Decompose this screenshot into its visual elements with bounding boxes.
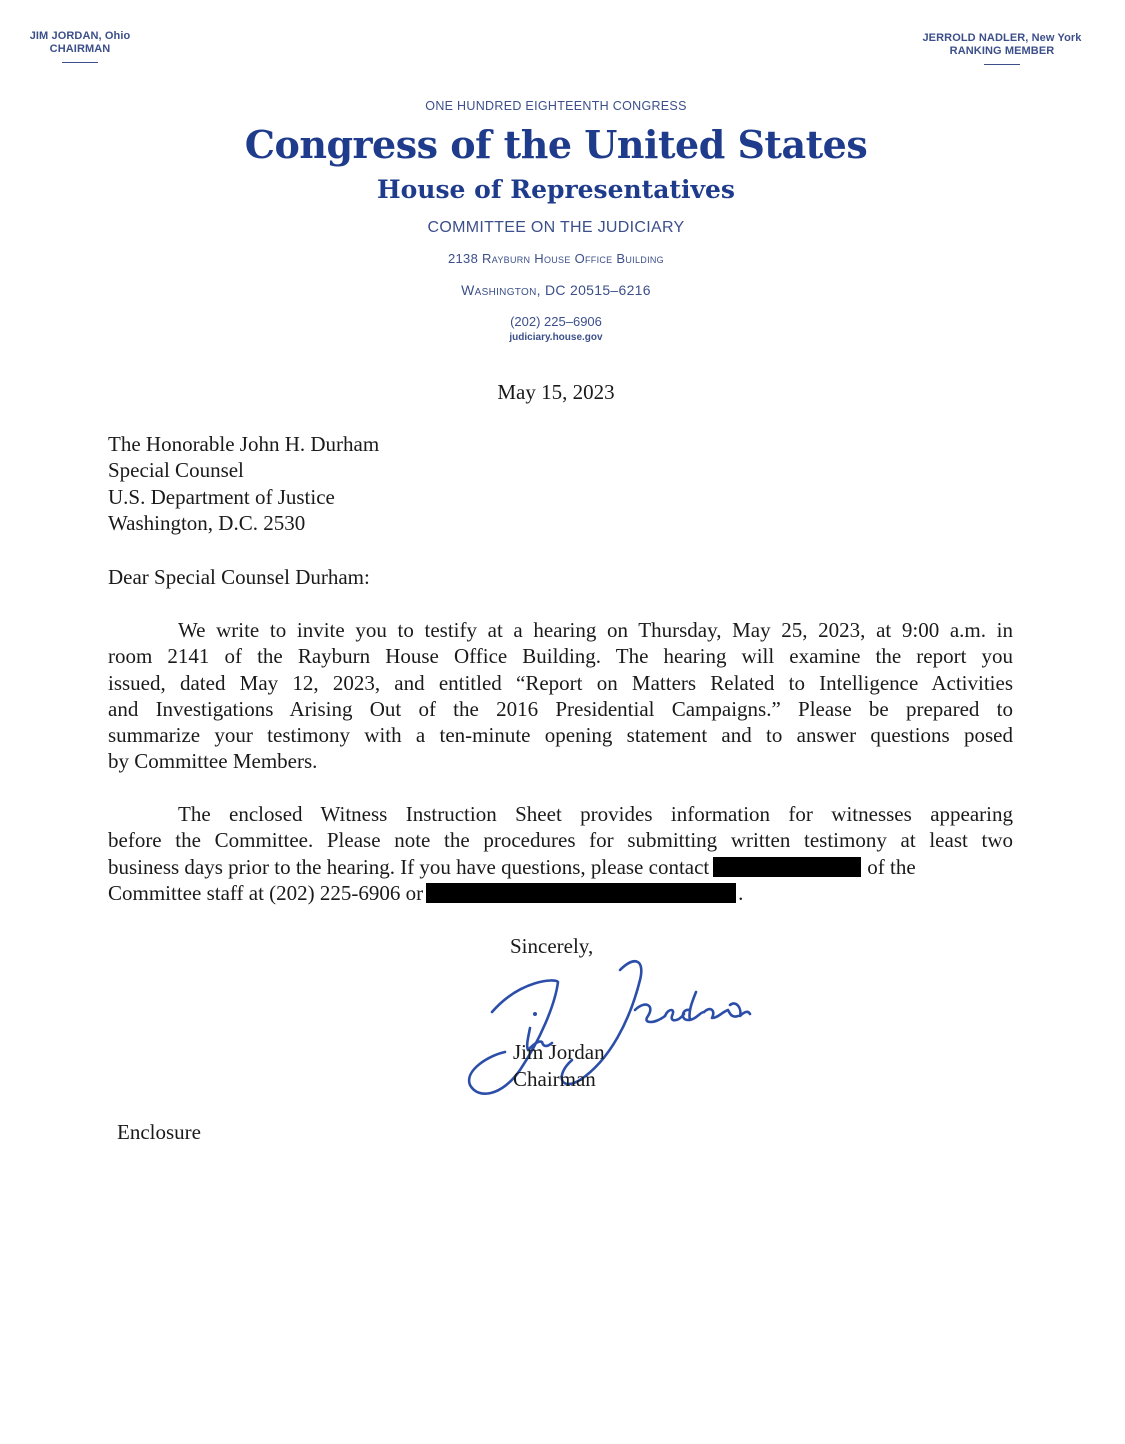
ranking-member-header [912,32,1092,65]
recipient-line: The Honorable John H. Durham [108,432,380,456]
redacted-email [426,883,736,903]
signer-name: Jim Jordan [513,1040,605,1064]
recipient-line: Washington, D.C. 2530 [108,510,306,535]
redacted-name [713,857,861,877]
paragraph-line: and Investigations Arising Out of the 2016 Presidential Campaigns.” Please be prepared to [108,696,1013,721]
paragraph-text: . [738,880,744,905]
recipient-line: U.S. Department of Justice [108,484,335,509]
salutation: Dear Special Counsel Durham: [108,565,370,589]
signer-title: Chairman [513,1067,596,1091]
letter-date: May 15, 2023 [497,380,615,404]
chairman-name: JIM JORDAN, Ohio [29,30,131,42]
enclosure-note: Enclosure [117,1120,201,1144]
paragraph-line: room 2141 of the Rayburn House Office Building. The hearing will examine the report you [108,644,1013,669]
chairman-rule [62,62,98,63]
letterhead-subtitle: House of Representatives [377,175,735,204]
recipient-line: Special Counsel [108,458,244,483]
paragraph-line: We write to invite you to testify at a hearing on Thursday, May 25, 2023, at 9:00 a.m. in [178,618,1013,642]
committee-city: Washington, DC 20515–6216 [461,282,651,298]
ranking-member-rule [984,64,1020,65]
closing: Sincerely, [510,934,594,958]
chairman-role: CHAIRMAN [49,43,111,55]
handwritten-signature [460,950,760,1105]
ranking-member-role: RANKING MEMBER [949,45,1055,57]
paragraph-line: summarize your testimony with a ten-minute opening statement and to answer questions posed [108,723,1013,748]
paragraph-line [108,854,1013,880]
paragraph-text: Committee staff at (202) 225-6906 or [108,880,424,905]
paragraph-line: issued, dated May 12, 2023, and entitled “Report on Matters Related to Intelligence Activities [108,670,1013,695]
paragraph-line [108,880,1013,906]
paragraph-line: The enclosed Witness Instruction Sheet provides information for witnesses appearing [178,802,1013,826]
paragraph-text: of the [867,854,916,879]
chairman-header [20,30,140,63]
letterhead-title: Congress of the United States [244,122,868,167]
body-paragraph-2 [108,801,1013,906]
body-paragraph-1 [108,617,1013,775]
committee-website: judiciary.house.gov [509,332,603,343]
recipient-block [108,431,379,536]
paragraph-line: before the Committee. Please note the procedures for submitting written testimony at least two [108,828,1013,853]
ranking-member-name: JERROLD NADLER, New York [922,32,1082,44]
congress-number: ONE HUNDRED EIGHTEENTH CONGRESS [425,99,687,113]
committee-phone: (202) 225–6906 [510,314,602,329]
committee-address: 2138 Rayburn House Office Building [448,251,664,266]
paragraph-text: business days prior to the hearing. If you have questions, please contact [108,854,710,879]
committee-name: COMMITTEE ON THE JUDICIARY [427,219,685,236]
paragraph-line: by Committee Members. [108,749,318,774]
